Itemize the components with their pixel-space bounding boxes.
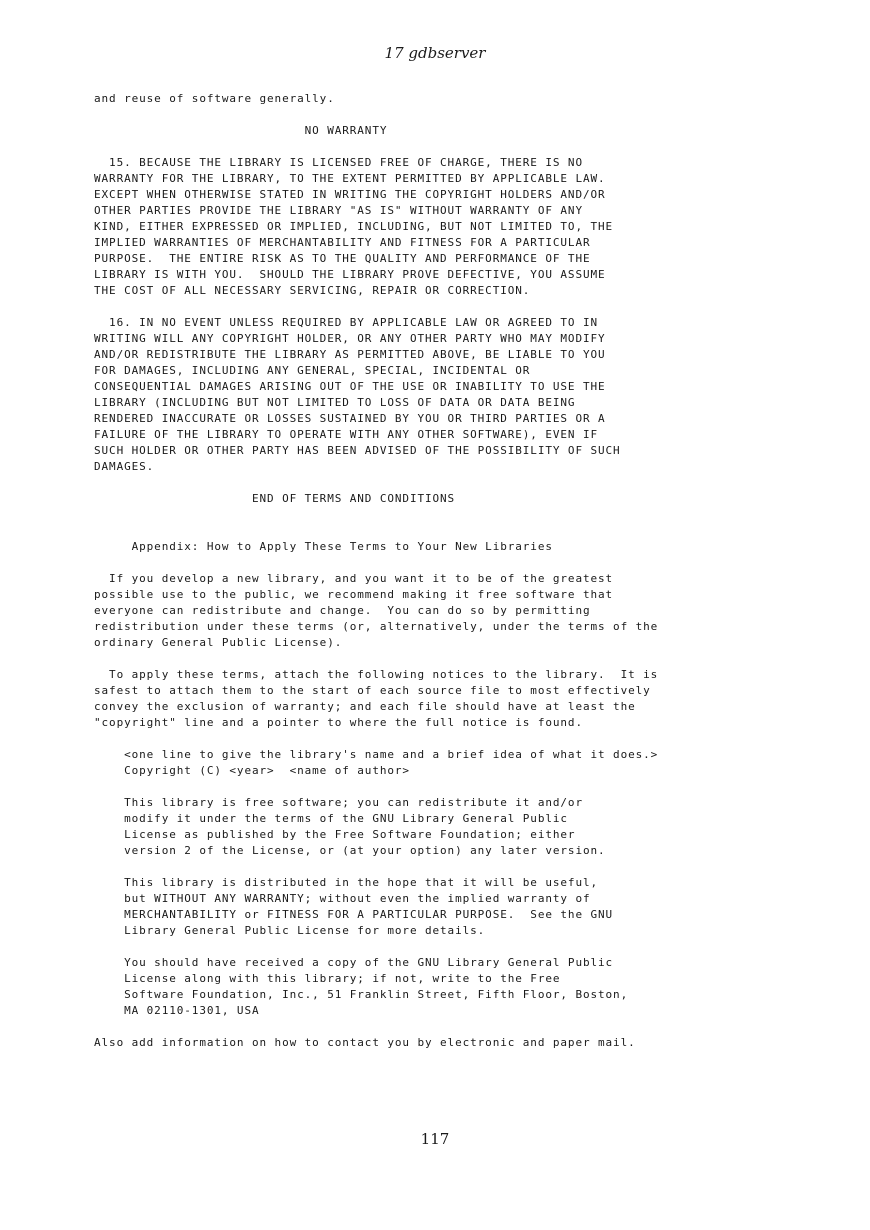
text-line: 16. IN NO EVENT UNLESS REQUIRED BY APPLICABLE LAW OR AGREED TO IN bbox=[94, 316, 599, 329]
text-line: If you develop a new library, and you want it to be of the greatest bbox=[94, 572, 614, 585]
text-line: MERCHANTABILITY or FITNESS FOR A PARTICULAR PURPOSE. See the GNU bbox=[94, 908, 614, 921]
running-head: 17 gdbserver bbox=[384, 44, 486, 62]
text-line: FAILURE OF THE LIBRARY TO OPERATE WITH ANY OTHER SOFTWARE), EVEN IF bbox=[94, 428, 599, 441]
text-line: This library is distributed in the hope that it will be useful, bbox=[94, 876, 599, 889]
text-line: modify it under the terms of the GNU Library General Public bbox=[94, 812, 568, 825]
text-line: RENDERED INACCURATE OR LOSSES SUSTAINED BY YOU OR THIRD PARTIES OR A bbox=[94, 412, 606, 425]
text-line: safest to attach them to the start of each source file to most effectively bbox=[94, 684, 651, 697]
text-line: IMPLIED WARRANTIES OF MERCHANTABILITY AND FITNESS FOR A PARTICULAR bbox=[94, 236, 591, 249]
text-line: Also add information on how to contact you by electronic and paper mail. bbox=[94, 1036, 636, 1049]
text-line: LIBRARY IS WITH YOU. SHOULD THE LIBRARY PROVE DEFECTIVE, YOU ASSUME bbox=[94, 268, 606, 281]
text-line: END OF TERMS AND CONDITIONS bbox=[94, 492, 456, 505]
text-line: OTHER PARTIES PROVIDE THE LIBRARY "AS IS" WITHOUT WARRANTY OF ANY bbox=[94, 204, 583, 217]
text-line: redistribution under these terms (or, alternatively, under the terms of the bbox=[94, 620, 659, 633]
text-line: License as published by the Free Software Foundation; either bbox=[94, 828, 576, 841]
text-line: KIND, EITHER EXPRESSED OR IMPLIED, INCLUDING, BUT NOT LIMITED TO, THE bbox=[94, 220, 614, 233]
text-line: LIBRARY (INCLUDING BUT NOT LIMITED TO LOSS OF DATA OR DATA BEING bbox=[94, 396, 576, 409]
text-line: Appendix: How to Apply These Terms to Your New Libraries bbox=[94, 540, 553, 553]
text-line: SUCH HOLDER OR OTHER PARTY HAS BEEN ADVISED OF THE POSSIBILITY OF SUCH bbox=[94, 444, 621, 457]
text-line: convey the exclusion of warranty; and each file should have at least the bbox=[94, 700, 636, 713]
page-number: 117 bbox=[420, 1130, 450, 1148]
text-line: PURPOSE. THE ENTIRE RISK AS TO THE QUALITY AND PERFORMANCE OF THE bbox=[94, 252, 591, 265]
text-line: Copyright (C) <year> <name of author> bbox=[94, 764, 410, 777]
text-line: FOR DAMAGES, INCLUDING ANY GENERAL, SPECIAL, INCIDENTAL OR bbox=[94, 364, 531, 377]
text-line: EXCEPT WHEN OTHERWISE STATED IN WRITING THE COPYRIGHT HOLDERS AND/OR bbox=[94, 188, 606, 201]
text-line: License along with this library; if not, write to the Free bbox=[94, 972, 561, 985]
text-line: CONSEQUENTIAL DAMAGES ARISING OUT OF THE USE OR INABILITY TO USE THE bbox=[94, 380, 606, 393]
text-line: NO WARRANTY bbox=[94, 124, 388, 137]
text-line: AND/OR REDISTRIBUTE THE LIBRARY AS PERMITTED ABOVE, BE LIABLE TO YOU bbox=[94, 348, 606, 361]
text-line: but WITHOUT ANY WARRANTY; without even the implied warranty of bbox=[94, 892, 591, 905]
license-text bbox=[94, 91, 658, 1051]
text-line: Software Foundation, Inc., 51 Franklin Street, Fifth Floor, Boston, bbox=[94, 988, 629, 1001]
text-line: WARRANTY FOR THE LIBRARY, TO THE EXTENT PERMITTED BY APPLICABLE LAW. bbox=[94, 172, 606, 185]
text-line: This library is free software; you can redistribute it and/or bbox=[94, 796, 583, 809]
text-line: 15. BECAUSE THE LIBRARY IS LICENSED FREE OF CHARGE, THERE IS NO bbox=[94, 156, 583, 169]
text-line: everyone can redistribute and change. You can do so by permitting bbox=[94, 604, 591, 617]
text-line: and reuse of software generally. bbox=[94, 92, 335, 105]
text-line: To apply these terms, attach the following notices to the library. It is bbox=[94, 668, 659, 681]
text-line: MA 02110-1301, USA bbox=[94, 1004, 260, 1017]
text-line: ordinary General Public License). bbox=[94, 636, 343, 649]
text-line: Library General Public License for more details. bbox=[94, 924, 486, 937]
text-line: "copyright" line and a pointer to where the full notice is found. bbox=[94, 716, 583, 729]
text-line: <one line to give the library's name and a brief idea of what it does.> bbox=[94, 748, 659, 761]
text-line: You should have received a copy of the GNU Library General Public bbox=[94, 956, 614, 969]
text-line: WRITING WILL ANY COPYRIGHT HOLDER, OR ANY OTHER PARTY WHO MAY MODIFY bbox=[94, 332, 606, 345]
text-line: version 2 of the License, or (at your option) any later version. bbox=[94, 844, 606, 857]
text-line: possible use to the public, we recommend making it free software that bbox=[94, 588, 614, 601]
text-line: DAMAGES. bbox=[94, 460, 155, 473]
text-line: THE COST OF ALL NECESSARY SERVICING, REPAIR OR CORRECTION. bbox=[94, 284, 531, 297]
